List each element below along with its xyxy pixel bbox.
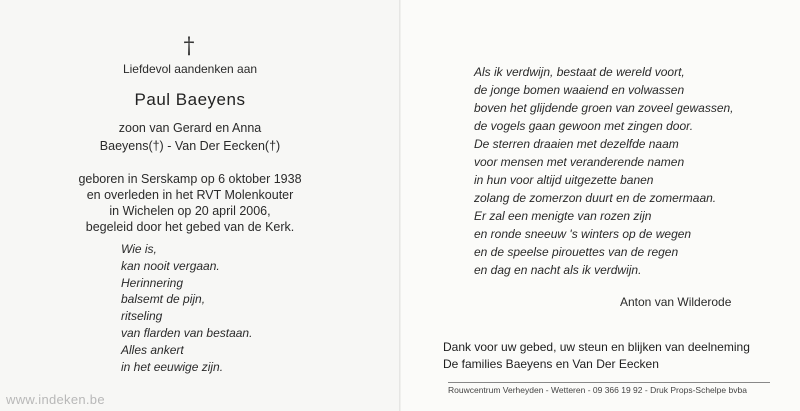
poem-line: balsemt de pijn, [121,292,206,307]
poem-line: Er zal een menigte van rozen zijn [474,209,652,223]
poem-line: en dag en nacht als ik verdwijn. [474,263,642,277]
poem-line: zolang de zomerzon duurt en de zomermaan. [474,191,717,205]
poem-line: Alles ankert [121,342,184,357]
poem-line: in hun voor altijd uitgezette banen [474,173,654,187]
deceased-name: Paul Baeyens [134,90,246,109]
poem-line: Wie is, [121,242,157,256]
birth-line: begeleid door het gebed van de Kerk. [85,220,295,234]
poem-line: boven het glijdende groen van zoveel gewassen, [474,101,734,115]
parents-line: zoon van Gerard en Anna [118,121,262,135]
thanks-line: Dank voor uw gebed, uw steun en blijken van deelneming [443,340,750,354]
poem-line: voor mensen met veranderende namen [474,155,685,169]
poem-line: in het eeuwige zijn. [121,359,224,374]
poem-line: ritseling [121,309,163,324]
cross-icon: † [183,34,195,59]
card-fold [399,0,401,411]
website-watermark: www.indeken.be [6,392,105,407]
birth-line: in Wichelen op 20 april 2006, [109,204,271,218]
printer-divider [448,382,770,383]
poem-line: kan nooit vergaan. [121,258,220,273]
intro-text: Liefdevol aandenken aan [122,62,258,76]
poem-line: Herinnering [121,275,184,290]
parents-line: Baeyens(†) - Van Der Eecken(†) [99,139,281,153]
birth-death-block [70,171,310,235]
thanks-block [443,339,793,373]
poem-left [121,241,321,375]
poem-line: en ronde sneeuw 's winters op de wegen [474,227,692,241]
poem-line: de vogels gaan gewoon met zingen door. [474,119,694,133]
printer-credit: Rouwcentrum Verheyden - Wetteren - 09 366 19 92 - Druk Props-Schelpe bvba [448,385,747,395]
poem-line: Als ik verdwijn, bestaat de wereld voort, [474,65,685,79]
poem-line: en de speelse pirouettes van de regen [474,245,679,259]
birth-line: en overleden in het RVT Molenkouter [86,188,294,202]
poem-line: De sterren draaien met dezelfde naam [474,137,679,151]
birth-line: geboren in Serskamp op 6 oktober 1938 [78,172,302,186]
families-line: De families Baeyens en Van Der Eecken [443,357,659,371]
poem-line: van flarden van bestaan. [121,325,253,340]
parents-block [80,119,300,155]
poem-author: Anton van Wilderode [620,295,732,309]
poem-line: de jonge bomen waaiend en volwassen [474,83,685,97]
poem-right [474,63,794,279]
